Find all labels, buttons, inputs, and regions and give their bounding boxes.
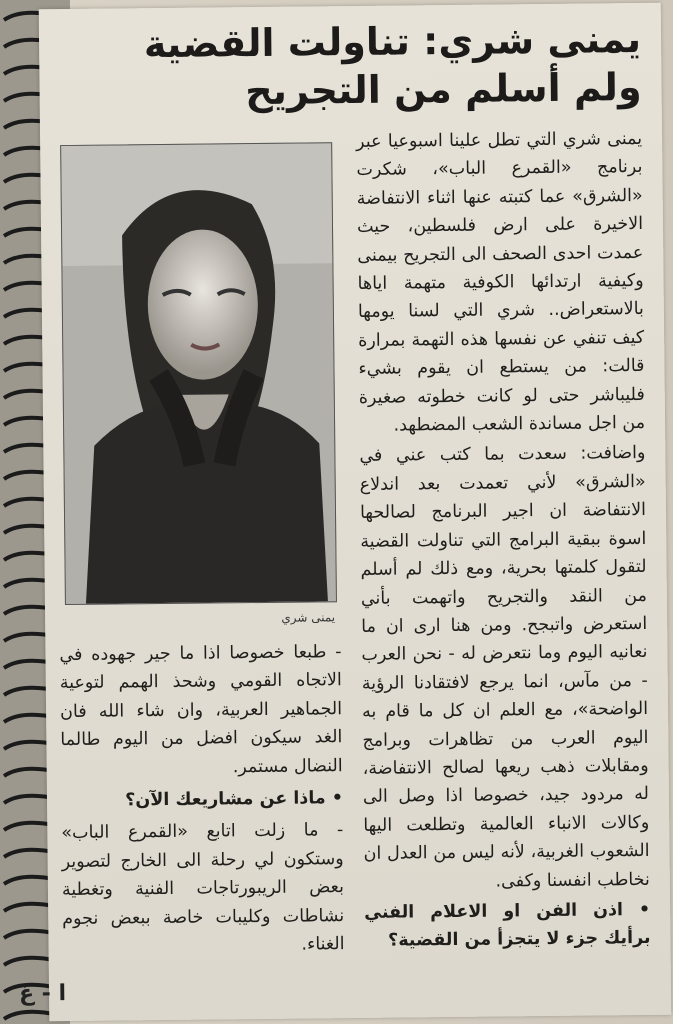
headline-line-2: ولم أسلم من التجريح xyxy=(245,64,642,114)
portrait-image xyxy=(61,143,336,604)
headline-line-1: يمنى شري: تناولت القضية xyxy=(143,16,642,67)
paragraph: - طبعا خصوصا اذا ما جير جهوده في الاتجاه القومي وشحذ الهمم لتوعية الجماهير العربية، وان شاء الله فان الغد سيكون افضل من اليوم طالما النضال مستمر. xyxy=(59,642,343,777)
question: • اذن الفن او الاعلام الفني برأيك جزء لا يتجزأ من القضية؟ xyxy=(364,899,651,952)
photo-caption: يمنى شري xyxy=(281,610,336,625)
headline xyxy=(81,15,642,117)
paragraph: يمنى شري التي تطل علينا اسبوعيا عبر برنامج «القمرع الباب»، شكرت «الشرق» عما كتبته عنها اثناء الانتفاضة الاخيرة على ارض فلسطين، حيث عمدت احدى الصحف الى التجريح بيمنى وكيفية ارتدائها الكوفية متهمة اياها بالاستعراض.. شري التي لسنا يومها كيف تنفي عن نفسها هذه التهمة بمرارة قالت: من يستطع ان يقوم بشيء فليباشر حتى لو كانت خطوته صغيرة من اجل مساندة الشعب المضطهد. xyxy=(356,128,646,436)
paragraph: واضافت: سعدت بما كتب عني في «الشرق» لأني تعمدت بعد اندلاع الانتفاضة ان اجير البرنامج لصالحها اسوة ببقية البرامج التي تناولت القضية لتقول كلمتها بحرية، ومع ذلك لم أسلم من النقد والتجريح واتهمت بأني استعرض واتبجح. ومن هنا ارى ان ما نعانيه اليوم وما نتعرض له - نحن العرب - من مآس، انما يرجع لافتقادنا الرؤية الواضحة»، مع العلم ان كل ما قام به اليوم العرب من تظاهرات وبرامج ومقابلات ذهب ريعها لصالح الانتفاضة، له مردود جيد، خصوصا اذا وصل الى وكالات الانباء العالمية وتطلعت اليها الشعوب الغربية، لأنه ليس من العدل ان نخاطب انفسنا وكفى. xyxy=(359,443,650,892)
answer: - ما زلت اتابع «القمرع الباب» وستكون لي رحلة الى الخارج لتصوير بعض الريبورتاجات الفنية وتغطية نشاطات وكليبات خاصة ببعض نجوم الغناء. xyxy=(61,820,345,955)
portrait-photo xyxy=(60,142,337,605)
article-column-left xyxy=(59,638,344,965)
article-column-right xyxy=(356,125,651,958)
question: • ماذا عن مشاريعك الآن؟ xyxy=(125,788,344,811)
page-number: ا - غ xyxy=(18,981,67,1007)
newspaper-clipping xyxy=(18,3,672,1021)
